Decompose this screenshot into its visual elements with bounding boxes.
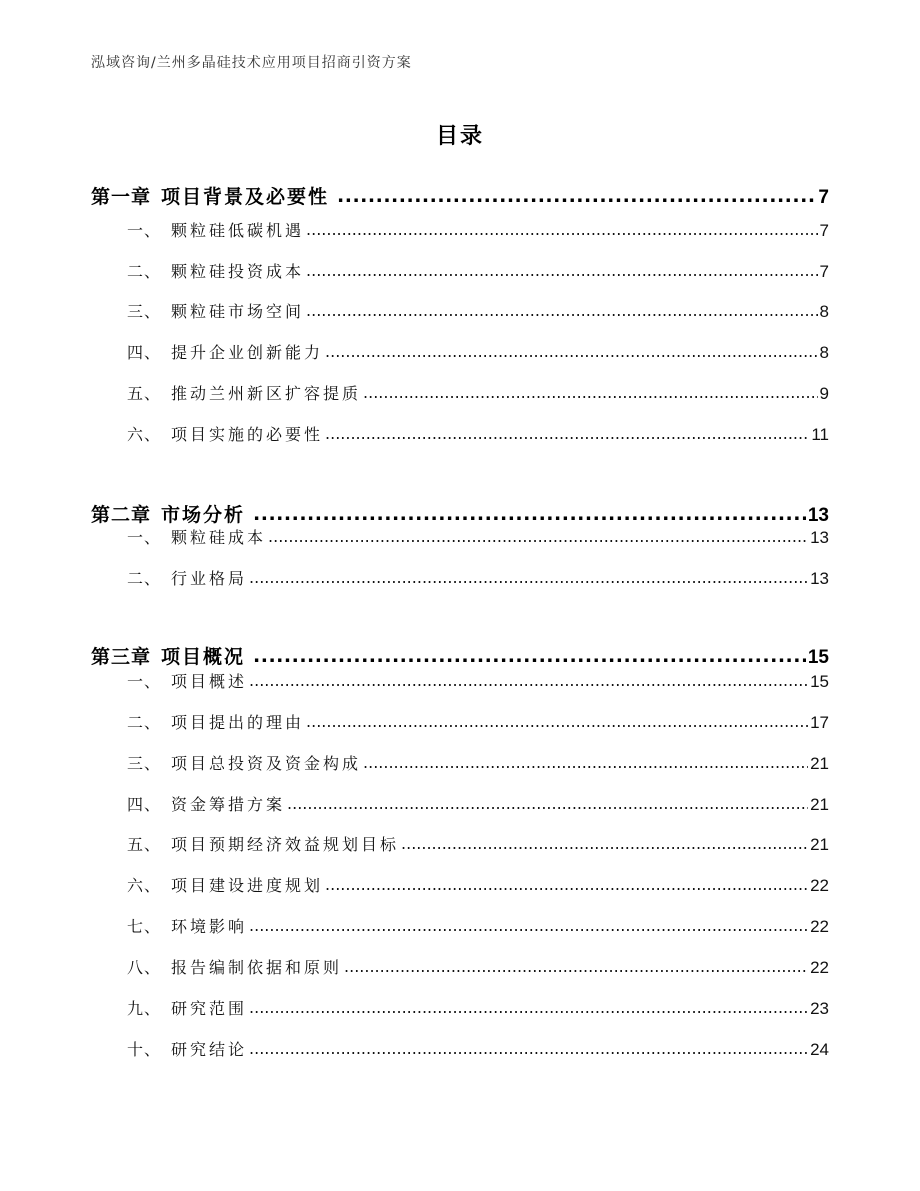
- toc-entry-number: 三、: [127, 302, 162, 321]
- toc-page-number: 8: [819, 343, 829, 362]
- toc-entry-label: 提升企业创新能力: [171, 343, 324, 362]
- toc-page-number: 23: [810, 999, 829, 1018]
- toc-entry-label: 市场分析: [161, 504, 246, 526]
- dot-leader: [249, 568, 808, 587]
- toc-page-number: 22: [810, 958, 829, 977]
- dot-leader: [306, 261, 818, 280]
- toc-entry-number: 四、: [127, 343, 162, 362]
- toc-section-link[interactable]: [127, 340, 829, 366]
- toc-page-number: 21: [810, 835, 829, 854]
- toc-section-link[interactable]: [127, 710, 829, 736]
- dot-leader: [325, 875, 808, 894]
- toc-entry-number: 五、: [127, 835, 162, 854]
- toc-entry-label: 颗粒硅成本: [171, 528, 267, 547]
- toc-entry-number: 第三章: [91, 646, 152, 668]
- toc-page-number: 13: [810, 569, 829, 588]
- toc-page-number: 24: [810, 1040, 829, 1059]
- toc-entry-label: 项目实施的必要性: [171, 425, 324, 444]
- dot-leader: [363, 383, 818, 402]
- toc-entry-number: 二、: [127, 569, 162, 588]
- toc-entry-number: 三、: [127, 754, 162, 773]
- toc-page-number: 11: [811, 425, 829, 444]
- toc-page-number: 21: [810, 754, 829, 773]
- toc-entry-number: 一、: [127, 672, 162, 691]
- toc-page-number: 22: [810, 876, 829, 895]
- toc-entry-number: 六、: [127, 876, 162, 895]
- toc-section-link[interactable]: [127, 259, 829, 285]
- dot-leader: [306, 301, 818, 320]
- toc-page-number: 8: [819, 302, 829, 321]
- toc-section-link[interactable]: [127, 525, 829, 551]
- toc-page-number: 9: [819, 384, 829, 403]
- toc-entry-label: 推动兰州新区扩容提质: [171, 384, 362, 403]
- dot-leader: [325, 424, 809, 443]
- toc-entry-number: 二、: [127, 262, 162, 281]
- dot-leader: [306, 220, 818, 239]
- dot-leader: [363, 753, 808, 772]
- toc-entry-number: 六、: [127, 425, 162, 444]
- toc-entry-number: 第二章: [91, 504, 152, 526]
- toc-page-number: 13: [807, 505, 829, 526]
- toc-section-link[interactable]: [127, 792, 829, 818]
- toc-entry-number: 一、: [127, 528, 162, 547]
- page-header: 泓域咨询/兰州多晶硅技术应用项目招商引资方案: [91, 55, 412, 71]
- dot-leader: [249, 998, 808, 1017]
- toc-entry-label: 报告编制依据和原则: [171, 958, 343, 977]
- toc-entry-label: 项目建设进度规划: [171, 876, 324, 895]
- toc-page-number: 17: [810, 713, 829, 732]
- toc-entry-label: 颗粒硅市场空间: [171, 302, 305, 321]
- dot-leader: [268, 527, 808, 546]
- toc-section-link[interactable]: [127, 996, 829, 1022]
- dot-leader: [249, 1039, 808, 1058]
- toc-page-number: 15: [807, 647, 829, 668]
- toc-page-number: 15: [810, 672, 829, 691]
- toc-entry-label: 环境影响: [171, 917, 248, 936]
- toc-section-link[interactable]: [127, 1037, 829, 1063]
- toc-entry-number: 一、: [127, 221, 162, 240]
- toc-section-link[interactable]: [127, 669, 829, 695]
- toc-page-number: 7: [818, 187, 829, 208]
- toc-entry-number: 七、: [127, 917, 162, 936]
- toc-chapter-link[interactable]: [91, 642, 829, 672]
- toc-page-number: 7: [819, 262, 829, 281]
- toc-entry-label: 项目预期经济效益规划目标: [171, 835, 400, 854]
- toc-entry-number: 八、: [127, 958, 162, 977]
- toc-section-link[interactable]: [127, 873, 829, 899]
- toc-section-link[interactable]: [127, 218, 829, 244]
- dot-leader: [249, 671, 808, 690]
- dot-leader: [337, 185, 816, 207]
- toc-entry-label: 项目背景及必要性: [161, 186, 330, 208]
- toc-section-link[interactable]: [127, 299, 829, 325]
- dot-leader: [401, 834, 808, 853]
- toc-title: 目录: [435, 124, 484, 149]
- toc-section-link[interactable]: [127, 566, 829, 592]
- dot-leader: [306, 712, 808, 731]
- toc-page-number: 7: [819, 221, 829, 240]
- toc-entry-number: 九、: [127, 999, 162, 1018]
- toc-chapter-link[interactable]: [91, 182, 829, 212]
- toc-section-link[interactable]: [127, 422, 829, 448]
- toc-entry-label: 行业格局: [171, 569, 248, 588]
- toc-entry-label: 项目提出的理由: [171, 713, 305, 732]
- toc-entry-label: 项目总投资及资金构成: [171, 754, 362, 773]
- toc-entry-number: 四、: [127, 795, 162, 814]
- toc-page-number: 22: [810, 917, 829, 936]
- dot-leader: [253, 645, 806, 667]
- dot-leader: [287, 794, 808, 813]
- dot-leader: [344, 957, 808, 976]
- toc-page-number: 13: [810, 528, 829, 547]
- toc-section-link[interactable]: [127, 955, 829, 981]
- toc-entry-number: 十、: [127, 1040, 162, 1059]
- toc-entry-label: 研究范围: [171, 999, 248, 1018]
- toc-entry-label: 项目概况: [161, 646, 246, 668]
- toc-entry-number: 五、: [127, 384, 162, 403]
- toc-section-link[interactable]: [127, 832, 829, 858]
- toc-entry-label: 颗粒硅投资成本: [171, 262, 305, 281]
- toc-entry-label: 颗粒硅低碳机遇: [171, 221, 305, 240]
- toc-entry-number: 二、: [127, 713, 162, 732]
- toc-entry-label: 资金筹措方案: [171, 795, 286, 814]
- dot-leader: [253, 503, 806, 525]
- dot-leader: [325, 342, 818, 361]
- toc-entry-label: 项目概述: [171, 672, 248, 691]
- dot-leader: [249, 916, 808, 935]
- toc-section-link[interactable]: [127, 751, 829, 777]
- toc-section-link[interactable]: [127, 914, 829, 940]
- toc-entry-number: 第一章: [91, 186, 152, 208]
- toc-page-number: 21: [810, 795, 829, 814]
- toc-section-link[interactable]: [127, 381, 829, 407]
- toc-entry-label: 研究结论: [171, 1040, 248, 1059]
